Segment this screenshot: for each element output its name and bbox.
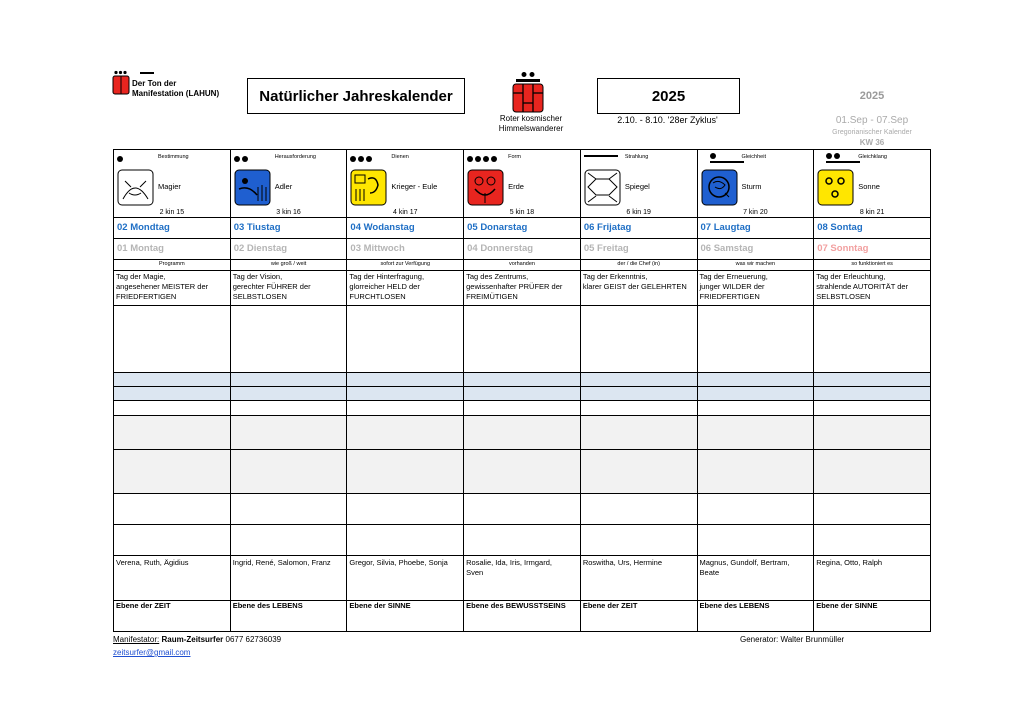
sign-cell [114, 150, 231, 218]
kin-number: 2 kin 15 [159, 209, 185, 216]
description-cell [697, 271, 814, 306]
adler-icon [234, 169, 271, 206]
empty-cell[interactable] [814, 373, 931, 387]
empty-cell[interactable] [230, 525, 347, 556]
tone-label: Bestimmung [158, 154, 189, 160]
generator-credit: Generator: Walter Brunmüller [740, 635, 845, 644]
sign-name: Krieger - Eule [391, 182, 438, 191]
gregorian-day-name: 06 Samstag [700, 243, 754, 254]
names-cell [580, 556, 697, 601]
empty-cell[interactable] [114, 401, 231, 416]
empty-cell[interactable] [114, 306, 231, 373]
empty-cell[interactable] [464, 494, 581, 525]
empty-cell[interactable] [697, 416, 814, 450]
ebene-label: Ebene der SINNE [816, 601, 878, 610]
kin-label-line1: Roter kosmischer [499, 114, 563, 123]
empty-cell[interactable] [464, 373, 581, 387]
description-cell [347, 271, 464, 306]
empty-cell[interactable] [580, 401, 697, 416]
kin-glyph-icon [512, 71, 544, 113]
kin-number: 5 kin 18 [509, 209, 535, 216]
program-row [114, 260, 931, 271]
empty-cell[interactable] [697, 387, 814, 401]
description-line3: FURCHTLOSEN [349, 292, 406, 301]
ebene-label: Ebene der ZEIT [582, 601, 638, 610]
magier-icon [117, 169, 154, 206]
ebene-cell [697, 601, 814, 632]
ebene-label: Ebene des BEWUSSTSEINS [466, 601, 566, 610]
empty-cell[interactable] [814, 387, 931, 401]
white-row-2 [114, 525, 931, 556]
description-line1: Tag der Erleuchtung, [816, 272, 886, 281]
gray-row-2 [114, 450, 931, 494]
year-range: 2.10. - 8.10. '28er Zyklus' [617, 115, 718, 125]
description-line2: angesehener MEISTER der [116, 282, 209, 291]
description-line2: glorreicher HELD der [349, 282, 420, 291]
empty-cell[interactable] [464, 450, 581, 494]
program-label: was wir machen [735, 261, 776, 267]
ebene-cell [230, 601, 347, 632]
empty-cell[interactable] [230, 416, 347, 450]
empty-cell[interactable] [814, 401, 931, 416]
ebene-cell [814, 601, 931, 632]
ebene-cell [347, 601, 464, 632]
empty-cell[interactable] [814, 494, 931, 525]
sign-name: Adler [274, 182, 293, 191]
day-cell [464, 218, 581, 239]
empty-cell[interactable] [580, 450, 697, 494]
kin-number: 6 kin 19 [626, 209, 651, 216]
day-name: 06 Frijatag [583, 222, 632, 233]
day-cell [230, 218, 347, 239]
description-line3: FREIMÜTIGEN [466, 292, 518, 301]
empty-cell[interactable] [114, 373, 231, 387]
program-label: vorhanden [508, 261, 535, 267]
ebene-row [114, 601, 931, 632]
empty-cell[interactable] [697, 450, 814, 494]
empty-cell[interactable] [697, 306, 814, 373]
description-line2: junger WILDER der [699, 282, 765, 291]
sign-row [114, 150, 931, 218]
program-cell [814, 260, 931, 271]
empty-cell[interactable] [814, 306, 931, 373]
gregorian-range: 01.Sep - 07.Sep [835, 115, 909, 126]
email-link[interactable]: zeitsurfer@gmail.com [113, 648, 191, 657]
description-line3: FRIEDFERTIGEN [699, 292, 760, 301]
gregorian-year: 2025 [859, 90, 885, 102]
names-row [114, 556, 931, 601]
names-cell [464, 556, 581, 601]
description-line2: klarer GEIST der GELEHRTEN [582, 282, 687, 291]
manifestator-label: Manifestator: [113, 635, 160, 644]
program-label: so funktioniert es [851, 261, 893, 267]
gregorian-day-cell [230, 239, 347, 260]
day-name: 08 Sontag [817, 222, 863, 233]
description-line1: Tag der Erneuerung, [699, 272, 768, 281]
kin-number: 4 kin 17 [392, 209, 418, 216]
empty-cell[interactable] [580, 525, 697, 556]
ebene-label: Ebene des LEBENS [232, 601, 303, 610]
empty-cell[interactable] [230, 401, 347, 416]
names-line1: Gregor, Silvia, Phoebe, Sonja [349, 558, 448, 567]
description-cell [580, 271, 697, 306]
empty-cell[interactable] [464, 387, 581, 401]
white-row-1 [114, 494, 931, 525]
tone-label: Dienen [391, 154, 409, 160]
description-row [114, 271, 931, 306]
description-line3: FRIEDFERTIGEN [116, 292, 177, 301]
day-name: 02 Mondtag [117, 222, 170, 233]
empty-cell[interactable] [347, 373, 464, 387]
kin-label [490, 114, 572, 134]
empty-cell[interactable] [230, 387, 347, 401]
sign-cell [347, 150, 464, 218]
empty-cell[interactable] [814, 416, 931, 450]
sign-name: Sturm [741, 182, 762, 191]
names-line2: Sven [466, 568, 484, 577]
tone-label: Herausforderung [274, 154, 316, 160]
names-cell [230, 556, 347, 601]
program-label: Programm [159, 261, 185, 267]
empty-cell[interactable] [814, 525, 931, 556]
day-name: 04 Wodanstag [350, 222, 415, 233]
empty-cell[interactable] [347, 306, 464, 373]
empty-cell[interactable] [814, 450, 931, 494]
names-line1: Roswitha, Urs, Hermine [582, 558, 662, 567]
description-line1: Tag der Erkenntnis, [582, 272, 648, 281]
description-line2: gerechter FÜHRER der [232, 282, 311, 291]
description-line2: gewissenhafter PRÜFER der [466, 282, 563, 291]
sign-cell [580, 150, 697, 218]
description-cell [230, 271, 347, 306]
empty-cell[interactable] [114, 387, 231, 401]
description-line2: strahlende AUTORITÄT der [816, 282, 909, 291]
empty-cell[interactable] [347, 416, 464, 450]
empty-cell[interactable] [347, 401, 464, 416]
tone-label-line1: Der Ton der [132, 79, 177, 88]
tone-label [132, 79, 219, 99]
gregorian-label: Gregorianischer Kalender [832, 129, 912, 136]
empty-cell[interactable] [580, 373, 697, 387]
description-cell [814, 271, 931, 306]
program-cell [114, 260, 231, 271]
empty-cell[interactable] [347, 387, 464, 401]
program-cell [697, 260, 814, 271]
sign-cell [230, 150, 347, 218]
empty-cell[interactable] [580, 416, 697, 450]
sign-name: Magier [158, 182, 181, 191]
gregorian-day-cell [697, 239, 814, 260]
phone: 0677 62736039 [225, 635, 282, 644]
day-gregorian-row [114, 239, 931, 260]
gregorian-day-cell [814, 239, 931, 260]
day-name: 05 Donarstag [467, 222, 528, 233]
empty-cell[interactable] [230, 494, 347, 525]
names-cell [814, 556, 931, 601]
empty-cell[interactable] [114, 525, 231, 556]
program-label: sofort zur Verfügung [380, 261, 431, 267]
names-line1: Magnus, Gundolf, Bertram, [699, 558, 790, 567]
program-label: wie groß / weit [270, 261, 307, 267]
spiegel-icon [584, 169, 621, 206]
ebene-cell [580, 601, 697, 632]
ebene-label: Ebene der SINNE [349, 601, 411, 610]
ebene-cell [464, 601, 581, 632]
gregorian-day-name: 03 Mittwoch [350, 243, 405, 254]
empty-cell[interactable] [697, 373, 814, 387]
names-line1: Verena, Ruth, Ägidius [116, 558, 189, 567]
empty-cell[interactable] [697, 525, 814, 556]
tone-bar [140, 72, 154, 74]
empty-cell[interactable] [347, 494, 464, 525]
empty-cell[interactable] [580, 306, 697, 373]
manifestator-name: Raum-Zeitsurfer [161, 635, 224, 644]
ebene-cell [114, 601, 231, 632]
tone-label: Gleichklang [858, 154, 887, 160]
description-line1: Tag der Magie, [116, 272, 166, 281]
kin-number: 3 kin 16 [276, 209, 301, 216]
empty-cell[interactable] [230, 373, 347, 387]
names-cell [697, 556, 814, 601]
empty-cell[interactable] [347, 525, 464, 556]
day-name: 03 Tiustag [233, 222, 281, 233]
empty-cell[interactable] [114, 416, 231, 450]
empty-cell[interactable] [464, 306, 581, 373]
day-cell [580, 218, 697, 239]
manifestator-line [113, 635, 281, 644]
kin-number: 7 kin 20 [743, 209, 768, 216]
empty-cell[interactable] [114, 494, 231, 525]
blue-row-2 [114, 387, 931, 401]
day-cell [114, 218, 231, 239]
krieger-eule-icon [350, 169, 387, 206]
week-table [113, 149, 931, 632]
page-title: Natürlicher Jahreskalender [247, 78, 465, 114]
day-name-row [114, 218, 931, 239]
names-line1: Ingrid, René, Salomon, Franz [232, 558, 331, 567]
program-label: der / die Chef (in) [617, 261, 660, 267]
description-line1: Tag der Vision, [232, 272, 283, 281]
ebene-label: Ebene der ZEIT [116, 601, 171, 610]
sonne-icon [817, 169, 854, 206]
sign-name: Spiegel [624, 182, 650, 191]
gregorian-day-cell [347, 239, 464, 260]
description-cell [464, 271, 581, 306]
day-cell [814, 218, 931, 239]
tone-label: Gleichheit [741, 154, 766, 160]
sign-cell [697, 150, 814, 218]
empty-cell[interactable] [580, 387, 697, 401]
names-line1: Rosalie, Ida, Iris, Irmgard, [466, 558, 552, 567]
empty-cell[interactable] [464, 401, 581, 416]
empty-cell[interactable] [697, 401, 814, 416]
gray-row-1 [114, 416, 931, 450]
names-line2: Beate [699, 568, 720, 577]
calendar-week: KW 36 [859, 138, 885, 147]
blue-row-1 [114, 373, 931, 387]
year-box: 2025 [597, 78, 740, 114]
empty-cell[interactable] [230, 306, 347, 373]
kin-number: 8 kin 21 [859, 209, 885, 216]
sign-cell [814, 150, 931, 218]
description-line1: Tag des Zentrums, [466, 272, 529, 281]
gregorian-day-cell [464, 239, 581, 260]
empty-cell[interactable] [697, 494, 814, 525]
empty-cell[interactable] [347, 450, 464, 494]
gregorian-day-name: 02 Dienstag [233, 243, 288, 254]
tone-label: Form [508, 154, 521, 160]
program-cell [347, 260, 464, 271]
description-line3: SELBSTLOSEN [816, 292, 871, 301]
program-cell [464, 260, 581, 271]
ebene-label: Ebene des LEBENS [699, 601, 770, 610]
kin-label-line2: Himmelswanderer [498, 124, 564, 133]
names-cell [347, 556, 464, 601]
gregorian-day-name: 05 Freitag [583, 243, 629, 254]
erde-icon [467, 169, 504, 206]
tone-label-line2: Manifestation (LAHUN) [132, 89, 220, 98]
names-line1: Regina, Otto, Ralph [816, 558, 883, 567]
gregorian-day-name: 07 Sonntag [817, 243, 869, 254]
day-name: 07 Laugtag [700, 222, 751, 233]
gregorian-day-cell [114, 239, 231, 260]
day-cell [697, 218, 814, 239]
empty-cell[interactable] [464, 416, 581, 450]
gregorian-day-cell [580, 239, 697, 260]
empty-cell[interactable] [230, 450, 347, 494]
day-cell [347, 218, 464, 239]
program-cell [580, 260, 697, 271]
gregorian-day-name: 01 Montag [117, 243, 164, 254]
empty-row [114, 306, 931, 373]
empty-cell[interactable] [464, 525, 581, 556]
names-cell [114, 556, 231, 601]
sign-cell [464, 150, 581, 218]
gregorian-day-name: 04 Donnerstag [467, 243, 534, 254]
empty-cell[interactable] [580, 494, 697, 525]
gap-row [114, 401, 931, 416]
description-cell [114, 271, 231, 306]
sign-name: Sonne [858, 182, 880, 191]
sturm-icon [701, 169, 738, 206]
tone-label: Strahlung [624, 154, 649, 160]
sign-name: Erde [508, 182, 524, 191]
program-cell [230, 260, 347, 271]
description-line1: Tag der Hinterfragung, [349, 272, 425, 281]
description-line3: SELBSTLOSEN [232, 292, 287, 301]
tone-header [112, 70, 242, 106]
tone-glyph-icon [112, 70, 130, 96]
empty-cell[interactable] [114, 450, 231, 494]
